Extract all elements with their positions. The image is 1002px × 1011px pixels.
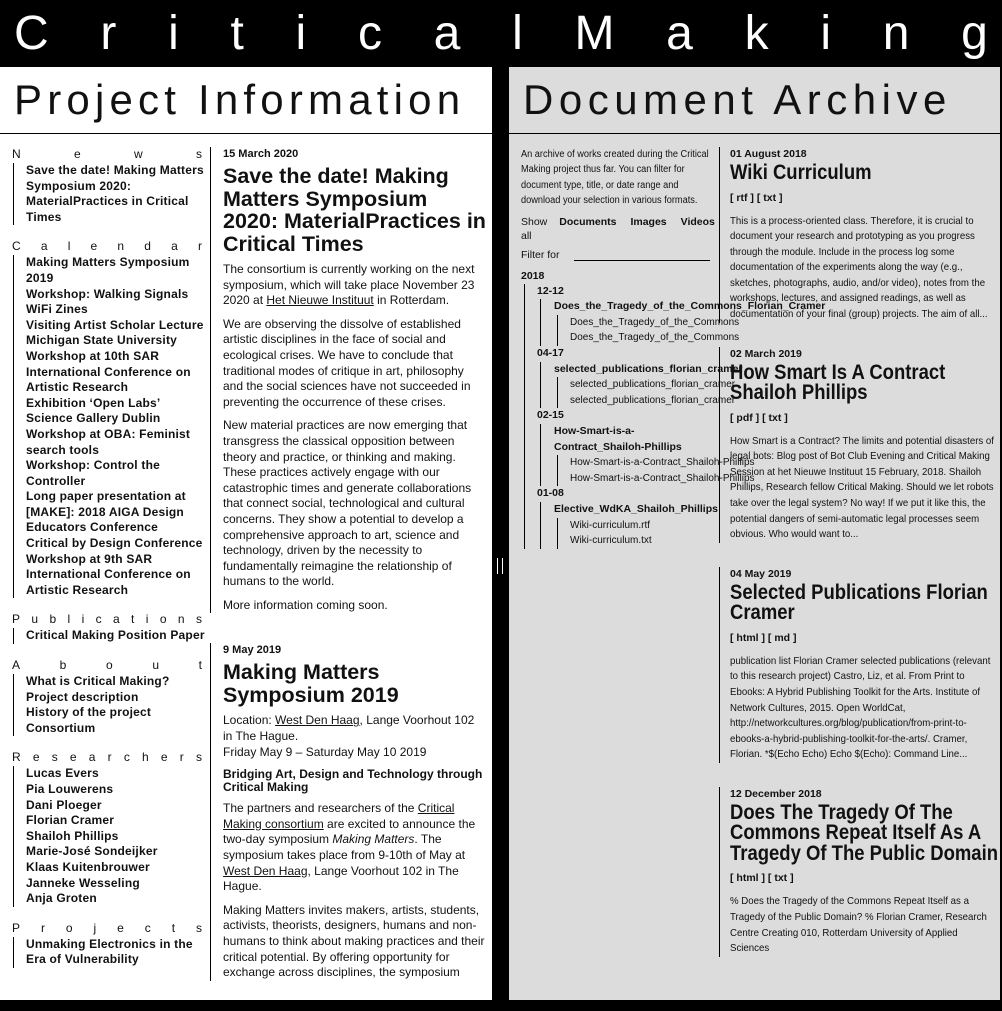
filter-for-label: Filter for bbox=[521, 248, 560, 261]
nav-heading[interactable] bbox=[12, 921, 208, 935]
nav-item[interactable]: Workshop at 10th SAR International Conference on Artistic Research bbox=[26, 348, 191, 395]
post-subtitle: Bridging Art, Design and Technology through Critical Making bbox=[223, 767, 483, 795]
nav-item[interactable]: Consortium bbox=[26, 720, 96, 735]
nav-heading-letter: i bbox=[145, 612, 149, 627]
site-title-letter: a bbox=[666, 7, 693, 60]
nav-heading-letter: R bbox=[12, 750, 21, 765]
nav-heading-letter: w bbox=[133, 147, 143, 161]
nav-item[interactable]: Janneke Wesseling bbox=[26, 875, 140, 890]
nav-section-about bbox=[12, 658, 208, 736]
archive-intro: An archive of works created during the Critical Making project thus far. You can filter for document type, title, or date range and download your selection in various formats. bbox=[521, 149, 709, 207]
document-archive-heading: Document Archive bbox=[523, 76, 952, 123]
nav-heading-letter: e bbox=[160, 750, 168, 765]
nav-heading-letter: a bbox=[112, 612, 120, 627]
nav-heading-letter: C bbox=[12, 239, 21, 254]
tree-document-name[interactable]: Does_the_Tragedy_of_the_Commons_Florian_Cramer bbox=[554, 300, 826, 313]
nav-heading-letter: t bbox=[171, 920, 176, 935]
document-entry bbox=[719, 787, 1002, 957]
nav-item[interactable]: Pia Louwerens bbox=[26, 782, 114, 796]
document-excerpt: % Does the Tragedy of the Commons Repeat Itself as a Tragedy of the Public Domain? % Florian Cramer, Research Centre Creating 010, Rotterdam University of Applied Sciences bbox=[730, 895, 987, 955]
tree-file-link[interactable]: Wiki-curriculum.txt bbox=[570, 535, 652, 547]
filter-for-row bbox=[521, 249, 721, 261]
nav-item[interactable]: Klaas Kuitenbrouwer bbox=[26, 859, 150, 874]
nav-heading-letter: h bbox=[142, 750, 149, 765]
post-emphasis: Making Matters bbox=[332, 832, 415, 847]
nav-heading-letter: u bbox=[152, 658, 159, 673]
tree-file-group bbox=[540, 299, 826, 346]
tree-file-link[interactable]: How-Smart-is-a-Contract_Shailoh-Phillips bbox=[570, 472, 755, 484]
nav-heading-letter: o bbox=[65, 920, 73, 935]
nav-section-calendar bbox=[12, 239, 208, 598]
site-title-letter: i bbox=[820, 7, 831, 60]
nav-item[interactable]: Florian Cramer bbox=[26, 813, 115, 828]
post-text: , Lange Voorhout 102 in The Hague. bbox=[223, 863, 459, 894]
location-label: Location: bbox=[223, 713, 276, 728]
site-title-letter: i bbox=[295, 7, 307, 60]
nav-section-researchers bbox=[12, 750, 208, 906]
document-title[interactable]: Wiki Curriculum bbox=[730, 161, 872, 184]
nav-item[interactable]: Exhibition ‘Open Labs’ Science Gallery Dublin bbox=[26, 395, 161, 426]
post-paragraph bbox=[223, 801, 486, 895]
nav-heading-letter: o bbox=[105, 658, 113, 673]
news-post bbox=[210, 147, 486, 613]
post-paragraph: We are observing the dissolve of established artistic disciplines in the face of social and ecological crises. We have to conclude that traditional modes of critique in art, philosophy and the social sciences have not succeeded in preventing the occurrence of these crises. bbox=[223, 316, 471, 409]
nav-heading-letter: e bbox=[117, 920, 124, 935]
document-format-links[interactable]: [ rtf ] [ txt ] bbox=[730, 191, 783, 204]
nav-heading-letter: N bbox=[12, 147, 21, 161]
tree-document-name[interactable]: Elective_WdKA_Shailoh_Phillips bbox=[554, 502, 718, 515]
nav-heading-letter: j bbox=[93, 920, 97, 935]
nav-heading-letter: r bbox=[179, 750, 184, 765]
document-entry bbox=[719, 147, 1002, 323]
tree-file-group bbox=[540, 362, 743, 409]
news-content bbox=[210, 147, 486, 1011]
nav-heading-letter: P bbox=[12, 612, 21, 627]
post-text: The partners and researchers of the bbox=[223, 801, 418, 816]
pane-divider[interactable] bbox=[492, 67, 509, 1000]
pane-title-project-information bbox=[0, 67, 492, 134]
nav-heading-letter: b bbox=[49, 612, 57, 627]
nav-list bbox=[13, 628, 208, 644]
het-nieuwe-instituut-link[interactable]: Het Nieuwe Instituut bbox=[266, 293, 374, 308]
document-title[interactable]: Does The Tragedy Of The Commons Repeat Itself As A Tragedy Of The Public Domain bbox=[730, 800, 999, 865]
nav-heading-letter: i bbox=[81, 612, 85, 627]
tree-date[interactable]: 01-08 bbox=[537, 487, 564, 500]
site-title-letter: k bbox=[744, 7, 769, 60]
document-date: 12 December 2018 bbox=[730, 787, 822, 800]
nav-heading-letter: n bbox=[117, 239, 125, 254]
filter-documents[interactable]: Documents bbox=[559, 215, 617, 228]
west-den-haag-link[interactable]: West Den Haag bbox=[275, 713, 360, 728]
nav-item[interactable]: Dani Ploeger bbox=[26, 797, 102, 812]
nav-section-news bbox=[12, 147, 208, 225]
nav-heading[interactable] bbox=[12, 612, 208, 626]
tree-file-list bbox=[557, 518, 721, 549]
document-date: 02 March 2019 bbox=[730, 347, 802, 360]
document-entry bbox=[719, 567, 1002, 763]
post-text: . The symposium takes place from 9-10th of May at bbox=[223, 832, 466, 863]
tree-document-name[interactable]: How-Smart-is-a-Contract_Shailoh-Phillips bbox=[554, 424, 682, 453]
project-information-heading: Project Information bbox=[14, 76, 466, 123]
document-title[interactable]: How Smart Is A Contract Shailoh Phillips bbox=[730, 360, 946, 405]
tree-file-link[interactable]: Wiki-curriculum.rtf bbox=[570, 519, 650, 531]
site-title-letter: g bbox=[961, 7, 988, 60]
nav-heading-letter: s bbox=[51, 750, 58, 765]
nav-heading-letter: e bbox=[90, 239, 98, 254]
calendar-post bbox=[210, 643, 486, 980]
event-dates: Friday May 9 – Saturday May 10 2019 bbox=[223, 744, 427, 759]
nav-heading-letter: P bbox=[12, 920, 21, 935]
site-header bbox=[0, 0, 1000, 67]
nav-heading-letter: s bbox=[195, 612, 202, 627]
tree-file-group bbox=[540, 424, 755, 486]
site-title-letter: r bbox=[100, 7, 117, 60]
nav-heading-letter: t bbox=[198, 658, 202, 673]
tree-file-link[interactable]: Does_the_Tragedy_of_the_Commons bbox=[570, 316, 740, 328]
site-title-letter: t bbox=[230, 7, 244, 60]
project-information-pane bbox=[0, 67, 492, 1000]
post-paragraph: More information coming soon. bbox=[223, 597, 388, 612]
nav-heading-letter: o bbox=[159, 612, 167, 627]
document-excerpt: How Smart is a Contract? The limits and potential disasters of legal bots: Blog post of Bot Club Evening and Critical Making Session at het Nieuwe Instituut 15 February, 2018. Shailoh Phillips, Research fellow Critical Making. Should we let robots take over the legal system? No way! If we put it like this, the potential dangers of semi-automatic legal processes seem obvious. Who would want to... bbox=[730, 434, 994, 541]
nav-heading-letter: c bbox=[95, 612, 102, 627]
nav-list bbox=[13, 766, 208, 906]
drag-handle-icon[interactable] bbox=[493, 558, 507, 574]
nav-item[interactable]: Workshop at OBA: Feminist search tools bbox=[26, 426, 191, 457]
nav-heading-letter: A bbox=[12, 658, 21, 673]
nav-heading[interactable] bbox=[12, 750, 208, 764]
filter-input[interactable] bbox=[574, 249, 710, 261]
nav-heading[interactable] bbox=[12, 658, 208, 672]
nav-heading-letter: r bbox=[197, 239, 202, 254]
site-title-letter: i bbox=[168, 7, 179, 60]
nav-heading-letter: e bbox=[73, 147, 81, 161]
nav-list bbox=[13, 163, 208, 225]
nav-list bbox=[13, 255, 208, 598]
document-archive-pane bbox=[509, 67, 1000, 1000]
nav-heading-letter: a bbox=[88, 750, 96, 765]
nav-heading-letter: e bbox=[69, 750, 77, 765]
site-title[interactable] bbox=[0, 0, 1000, 67]
nav-heading-letter: l bbox=[67, 612, 71, 627]
tree-file-list bbox=[557, 377, 736, 408]
nav-heading-letter: n bbox=[177, 612, 185, 627]
site-title-letter: c bbox=[357, 7, 382, 60]
nav-heading-letter: c bbox=[123, 750, 130, 765]
nav-item[interactable]: What is Critical Making? bbox=[26, 674, 170, 689]
site-title-letter: a bbox=[433, 7, 461, 60]
nav-item[interactable]: History of the project bbox=[26, 705, 152, 720]
document-excerpt: This is a process-oriented class. Therefore, it is crucial to document your research and prototyping as you progress through the module. Include in the process log some documentation of the experiments along the way (e.g., sketches, photographs, audio, and/or video), notes from the workshops, lectures, and assigned readings, as well as documentation of your final (group) projects. The aim of all... bbox=[730, 214, 988, 321]
document-date: 04 May 2019 bbox=[730, 567, 792, 580]
tree-file-list bbox=[557, 315, 740, 346]
nav-heading-letter: l bbox=[67, 239, 71, 254]
tree-file-link[interactable]: selected_publications_florian_cramer bbox=[570, 379, 736, 391]
tree-date[interactable]: 04-17 bbox=[537, 347, 564, 359]
document-entry bbox=[719, 347, 1002, 543]
site-title-letter: n bbox=[882, 7, 910, 60]
nav-item[interactable]: Marie-José Sondeijker bbox=[26, 844, 158, 859]
nav-heading-letter: d bbox=[144, 239, 151, 254]
nav-item[interactable]: Save the date! Making Matters Symposium 2020: MaterialPractices in Critical Times bbox=[26, 163, 204, 224]
post-title[interactable]: Save the date! Making Matters Symposium 2020: MaterialPractices in Critical Times bbox=[223, 164, 486, 256]
post-paragraph: Making Matters invites makers, artists, students, activists, theorists, designers, humans and non-humans to think about making practices and their critical potential. By offering opportunity for exchange across disciplines, the symposium bbox=[223, 902, 485, 980]
filter-images[interactable]: Images bbox=[630, 215, 667, 228]
filter-type-row bbox=[521, 215, 721, 243]
nav-heading-letter: r bbox=[107, 750, 112, 765]
filter-show-all[interactable]: Show all bbox=[521, 215, 548, 242]
nav-item[interactable]: Lucas Evers bbox=[26, 766, 99, 781]
site-title-letter: l bbox=[512, 7, 523, 60]
tree-file-list bbox=[557, 455, 755, 486]
document-format-links[interactable]: [ pdf ] [ txt ] bbox=[730, 411, 788, 424]
nav-heading-letter: s bbox=[195, 920, 202, 935]
post-date: 15 March 2020 bbox=[223, 148, 299, 160]
nav-item[interactable]: Critical by Design Conference bbox=[26, 536, 203, 551]
nav-item[interactable]: Visiting Artist Scholar Lecture Michigan State University bbox=[26, 317, 204, 348]
post-text: in Rotterdam. bbox=[373, 293, 450, 308]
tree-file-group bbox=[540, 502, 721, 549]
tree-date[interactable]: 12-12 bbox=[537, 284, 564, 297]
document-title[interactable]: Selected Publications Florian Cramer bbox=[730, 580, 988, 625]
nav-heading-letter: a bbox=[171, 239, 178, 254]
west-den-haag-link[interactable]: West Den Haag bbox=[223, 863, 308, 878]
nav-item[interactable]: Long paper presentation at [MAKE]: 2018 AIGA Design Educators Conference bbox=[26, 489, 186, 535]
location-text: , Lange Voorhout 102 in The Hague. bbox=[223, 713, 475, 744]
nav-section-publications bbox=[12, 612, 208, 644]
site-title-letter: C bbox=[14, 7, 49, 60]
nav-item[interactable]: Shailoh Phillips bbox=[26, 828, 119, 843]
tree-year[interactable]: 2018 bbox=[521, 269, 545, 282]
document-format-links[interactable]: [ html ] [ md ] bbox=[730, 631, 797, 644]
nav-heading-letter: a bbox=[40, 239, 48, 254]
nav-heading[interactable] bbox=[12, 147, 208, 161]
nav-list bbox=[13, 937, 208, 968]
post-title[interactable]: Making Matters Symposium 2019 bbox=[223, 660, 399, 707]
post-paragraph: New material practices are now emerging that transgress the classical opposition between theory and practice, or thinking and making. These practices actively engage with our catastrophic times and generate collaborations that connect social, technological and cultural concerns. They show a potential to develop a comprehensive approach to art, science and technology, driven by the necessity to fundamentally reimagine the relationship of humans to the world. bbox=[223, 418, 472, 589]
nav-item[interactable]: Workshop: Walking Signals WiFi Zines bbox=[26, 286, 189, 317]
nav-heading-letter: e bbox=[32, 750, 40, 765]
post-text: are excited to announce the two-day symposium bbox=[223, 816, 476, 847]
nav-item[interactable]: Making Matters Symposium 2019 bbox=[26, 255, 190, 285]
tree-document-name[interactable]: selected_publications_florian_cramer bbox=[554, 362, 743, 375]
document-date: 01 August 2018 bbox=[730, 148, 807, 160]
tree-file-link[interactable]: selected_publications_florian_cramer bbox=[570, 394, 736, 406]
nav-heading-letter: s bbox=[195, 750, 202, 765]
document-excerpt: publication list Florian Cramer selected publications (relevant to this research project) Castro, Liz, et al. From Print to Ebooks: A Hybrid Publishing Toolkit for the Arts. Institute of Network Cultures, 2015. Open WorldCat, http://networkcultures.org/blog/publication/from-print-to-ebooks-a-hybrid-publishing-toolkit-for-the-arts/. Cramer, Florian. *$(Echo Echo) Echo $(Echo): Command Line... bbox=[730, 654, 991, 761]
document-format-links[interactable]: [ html ] [ txt ] bbox=[730, 872, 794, 885]
post-date: 9 May 2019 bbox=[223, 644, 282, 657]
nav-heading-letter: u bbox=[31, 612, 39, 627]
nav-heading-letter: c bbox=[144, 920, 151, 935]
nav-heading-letter: t bbox=[131, 612, 135, 627]
post-text: The consortium is currently working on the next symposium, which will take place November 23 2020 at bbox=[223, 262, 475, 308]
tree-file-link[interactable]: How-Smart-is-a-Contract_Shailoh-Phillips bbox=[570, 457, 755, 469]
nav-item[interactable]: Workshop: Control the Controller bbox=[26, 458, 160, 488]
nav-item[interactable]: Unmaking Electronics in the Era of Vulnerability bbox=[26, 936, 193, 967]
post-location bbox=[223, 713, 486, 760]
nav-item[interactable]: Anja Groten bbox=[26, 891, 97, 906]
site-title-letter: M bbox=[574, 7, 615, 60]
tree-file-link[interactable]: Does_the_Tragedy_of_the_Commons bbox=[570, 332, 740, 344]
document-list bbox=[719, 147, 1002, 981]
nav-heading-letter: b bbox=[59, 658, 67, 673]
nav-heading-letter: r bbox=[40, 920, 45, 935]
nav-item[interactable]: Critical Making Position Paper bbox=[26, 628, 205, 643]
post-paragraph bbox=[223, 262, 486, 309]
nav-list bbox=[13, 674, 208, 736]
nav-section-projects bbox=[12, 921, 208, 968]
critical-making-consortium-link[interactable]: Critical Making consortium bbox=[223, 801, 455, 831]
nav-item[interactable]: Project description bbox=[26, 689, 139, 704]
nav-heading[interactable] bbox=[12, 239, 208, 253]
nav-heading-letter: s bbox=[195, 147, 202, 161]
left-nav bbox=[12, 147, 208, 982]
filter-videos[interactable]: Videos bbox=[680, 215, 715, 228]
pane-title-document-archive bbox=[509, 67, 1000, 134]
nav-item[interactable]: Workshop at 9th SAR International Conference on Artistic Research bbox=[26, 551, 191, 597]
tree-date[interactable]: 02-15 bbox=[537, 409, 564, 422]
